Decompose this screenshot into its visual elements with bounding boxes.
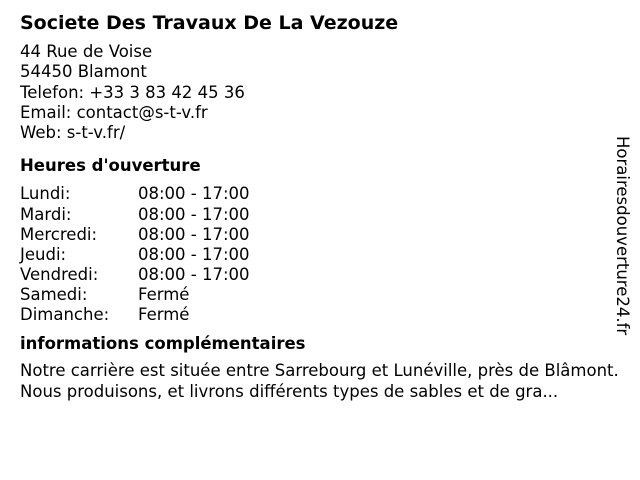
hours-row-wednesday — [20, 225, 616, 245]
hours-row-thursday — [20, 245, 616, 265]
email-line[interactable]: Email: contact@s-t-v.fr — [20, 102, 208, 122]
hours-row-tuesday — [20, 205, 616, 225]
day-label: Mardi: — [20, 204, 72, 224]
hours-row-friday — [20, 265, 616, 285]
company-name: Societe Des Travaux De La Vezouze — [20, 12, 399, 34]
opening-hours-title: Heures d'ouverture — [20, 156, 201, 176]
day-label: Jeudi: — [20, 244, 67, 264]
web-line[interactable]: Web: s-t-v.fr/ — [20, 123, 126, 143]
time-value: 08:00 - 17:00 — [138, 204, 250, 224]
time-value: Fermé — [138, 305, 190, 325]
day-label: Mercredi: — [20, 224, 98, 244]
time-value: Fermé — [138, 284, 190, 304]
day-label: Dimanche: — [20, 305, 110, 325]
hours-row-saturday — [20, 285, 616, 305]
street-address: 44 Rue de Voise — [20, 42, 153, 61]
time-value: 08:00 - 17:00 — [138, 224, 250, 244]
time-value: 08:00 - 17:00 — [138, 264, 250, 284]
day-label: Lundi: — [20, 184, 71, 204]
hours-row-sunday — [20, 305, 616, 325]
site-watermark: Horairesdouverture24.fr — [613, 136, 632, 336]
day-label: Samedi: — [20, 284, 88, 304]
opening-hours-table — [20, 184, 616, 325]
additional-info-text: Notre carrière est située entre Sarrebourg et Lunéville, près de Blâmont. Nous produisons, et livrons différents types de sables et de gra... — [20, 361, 619, 402]
time-value: 08:00 - 17:00 — [138, 244, 250, 264]
day-label: Vendredi: — [20, 264, 99, 284]
city-address: 54450 Blamont — [20, 62, 147, 82]
time-value: 08:00 - 17:00 — [138, 184, 250, 204]
address-block — [20, 42, 616, 143]
phone-line[interactable]: Telefon: +33 3 83 42 45 36 — [20, 82, 245, 102]
business-card — [20, 10, 619, 402]
hours-row-monday — [20, 184, 616, 204]
additional-info-title: informations complémentaires — [20, 334, 306, 354]
